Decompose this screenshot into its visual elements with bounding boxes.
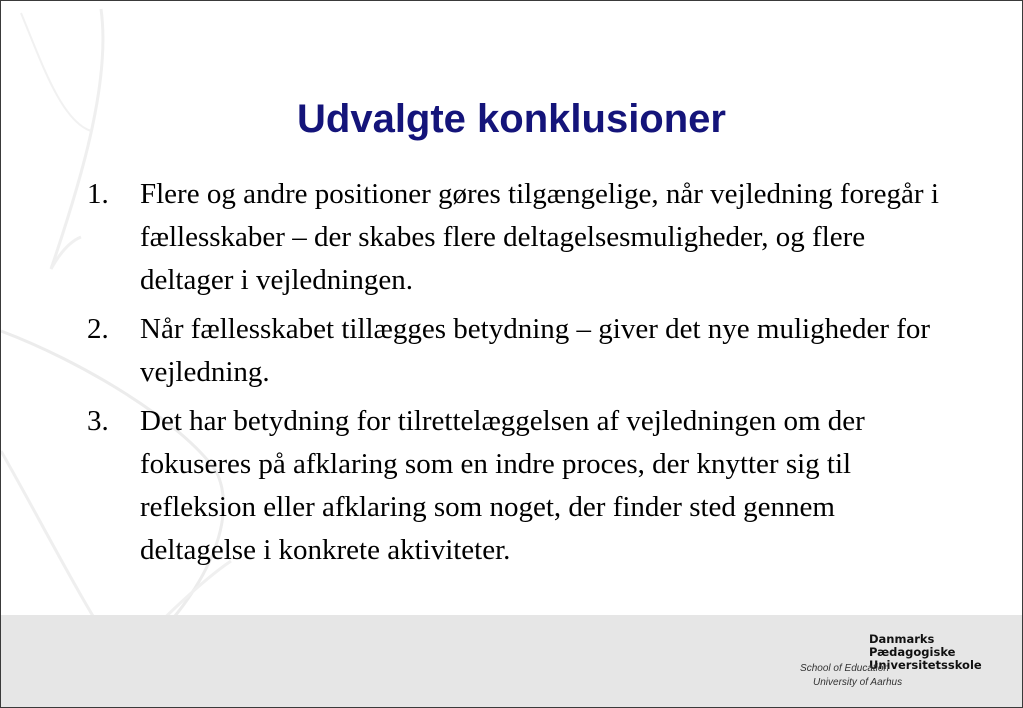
list-item <box>85 173 945 302</box>
university-logo <box>771 633 1001 693</box>
list-item-number: 1. <box>87 178 109 210</box>
slide-title: Udvalgte konklusioner <box>297 97 726 141</box>
logo-line-2: Pædagogiske <box>869 645 956 659</box>
logo-line-3: Universitetsskole <box>869 658 982 672</box>
list-item-text: Når fællesskabet tillægges betydning – giver det nye muligheder for vejledning. <box>140 313 931 388</box>
list-item-text: Det har betydning for tilrettelæggelsen af vejledningen om der fokuseres på afklaring som en indre proces, der knytter sig til refleksion eller afklaring som noget, der finder sted gennem deltagelse i konkrete aktiviteter. <box>140 405 865 566</box>
list-item-text: Flere og andre positioner gøres tilgængelige, når vejledning foregår i fællesskaber – der skabes flere deltagelsesmuligheder, og flere deltager i vejledningen. <box>140 178 939 296</box>
list-item-number: 3. <box>87 405 109 437</box>
list-item-number: 2. <box>87 313 109 345</box>
logo-university-label: University of Aarhus <box>813 677 903 688</box>
logo-line-1: Danmarks <box>869 632 935 646</box>
list-item <box>85 308 945 394</box>
conclusions-list <box>85 173 945 578</box>
logo-school-label: School of Education <box>800 663 889 674</box>
list-item <box>85 400 945 572</box>
